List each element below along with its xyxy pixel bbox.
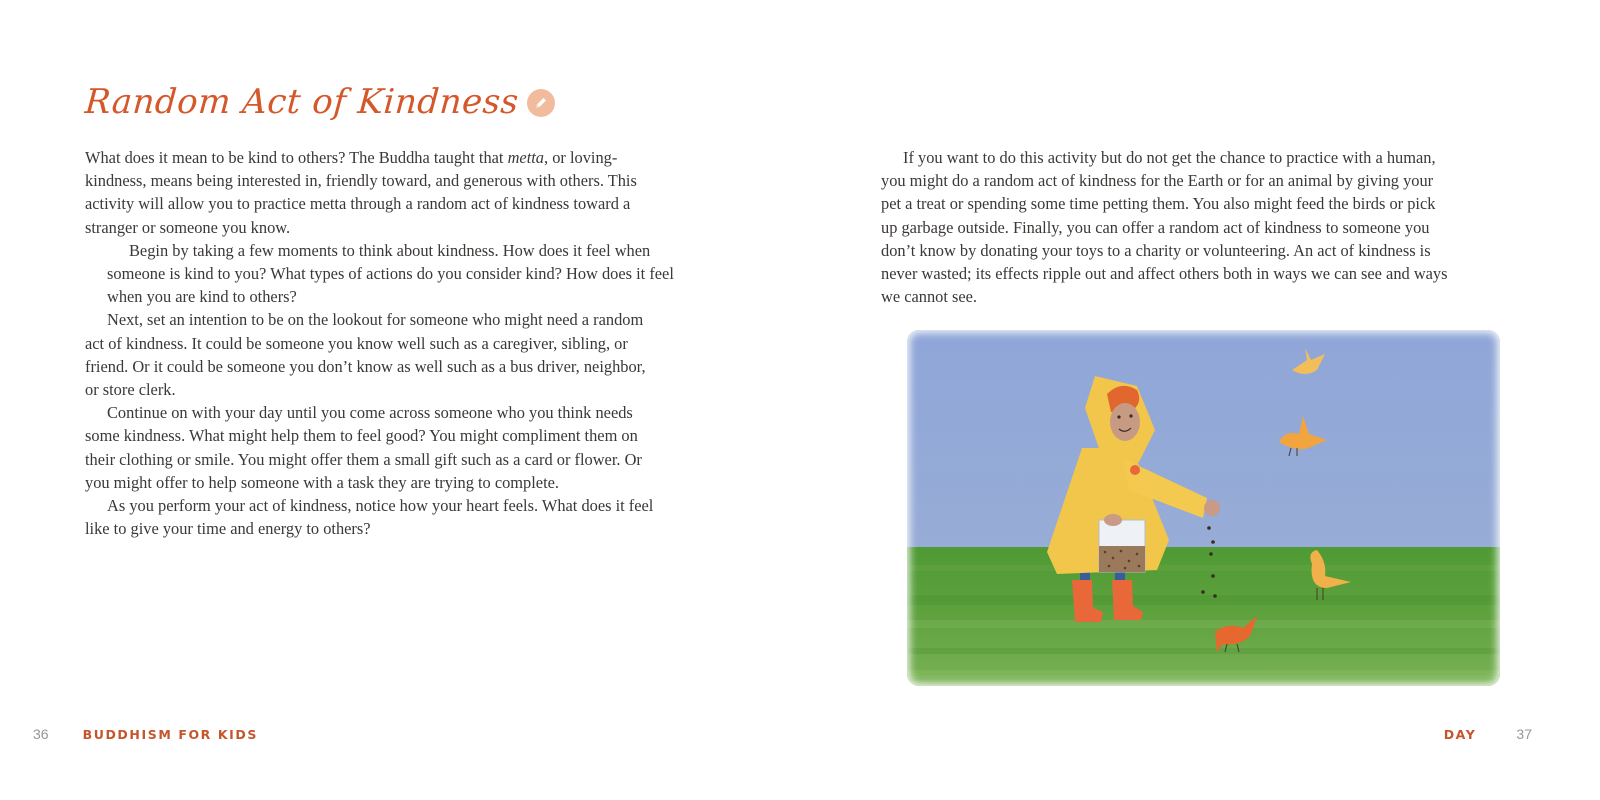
page-number: 36 (33, 726, 49, 742)
text-line: What does it mean to be kind to others? The Buddha taught that metta, or loving- (85, 148, 618, 167)
paragraph-alternatives (881, 146, 1487, 308)
text-line: Begin by taking a few moments to think about kindness. How does it feel when (129, 240, 651, 260)
text-line: never wasted; its effects ripple out and affect others both in ways we can see and ways (881, 264, 1448, 284)
text-line: some kindness. What might help them to feel good? You might compliment them on (85, 426, 638, 446)
text-line: act of kindness. It could be someone you know well such as a caregiver, sibling, or (85, 333, 628, 353)
text-line: stranger or someone you know. (85, 217, 291, 237)
pencil-icon (527, 89, 555, 117)
text-line: don’t know by donating your toys to a charity or volunteering. An act of kindness is (881, 240, 1431, 260)
text-line: up garbage outside. Finally, you can offer a random act of kindness to someone you (881, 217, 1430, 237)
text-line: you might offer to help someone with a task they are trying to complete. (85, 472, 559, 492)
metta-term: metta (507, 148, 544, 167)
activity-title-row (85, 82, 555, 122)
text-line: someone is kind to you? What types of actions do you consider kind? How does it feel (107, 264, 674, 284)
running-head-book-title: BUDDHISM FOR KIDS (82, 726, 258, 742)
right-body-text (881, 146, 1487, 308)
right-footer (1444, 726, 1532, 742)
activity-title: Random Act of Kindness (83, 82, 521, 122)
paragraph-begin (85, 239, 685, 309)
text-line: when you are kind to others? (107, 287, 297, 307)
text-line: Continue on with your day until you come across someone who you think needs (107, 403, 633, 423)
text-line: we cannot see. (881, 287, 978, 307)
text-line: pet a treat or spending some time petting them. You also might feed the birds or pick (881, 194, 1436, 214)
text-line: or store clerk. (85, 380, 176, 400)
paragraph-next (85, 308, 685, 401)
text-line: Next, set an intention to be on the lookout for someone who might need a random (107, 310, 644, 330)
running-head-section: DAY (1443, 726, 1477, 742)
paragraph-continue (85, 401, 685, 494)
text-line: their clothing or smile. You might offer them a small gift such as a card or flower. Or (85, 449, 642, 469)
left-footer (33, 726, 258, 742)
paragraph-intro (85, 146, 685, 239)
page-number: 37 (1516, 726, 1532, 742)
left-body-text (85, 146, 685, 540)
text-line: If you want to do this activity but do not get the chance to practice with a human, (903, 148, 1436, 167)
text-line: friend. Or it could be someone you don’t know as well such as a bus driver, neighbor, (85, 356, 646, 376)
text-line: As you perform your act of kindness, notice how your heart feels. What does it feel (107, 496, 654, 516)
text-line: kindness, means being interested in, friendly toward, and generous with others. This (85, 171, 637, 191)
text-line: you might do a random act of kindness for the Earth or for an animal by giving your (881, 171, 1434, 191)
paragraph-perform (85, 494, 685, 540)
text-line: like to give your time and energy to others? (85, 519, 371, 539)
illustration-child-feeding-birds (907, 330, 1500, 686)
text-line: activity will allow you to practice metta through a random act of kindness toward a (85, 194, 631, 214)
